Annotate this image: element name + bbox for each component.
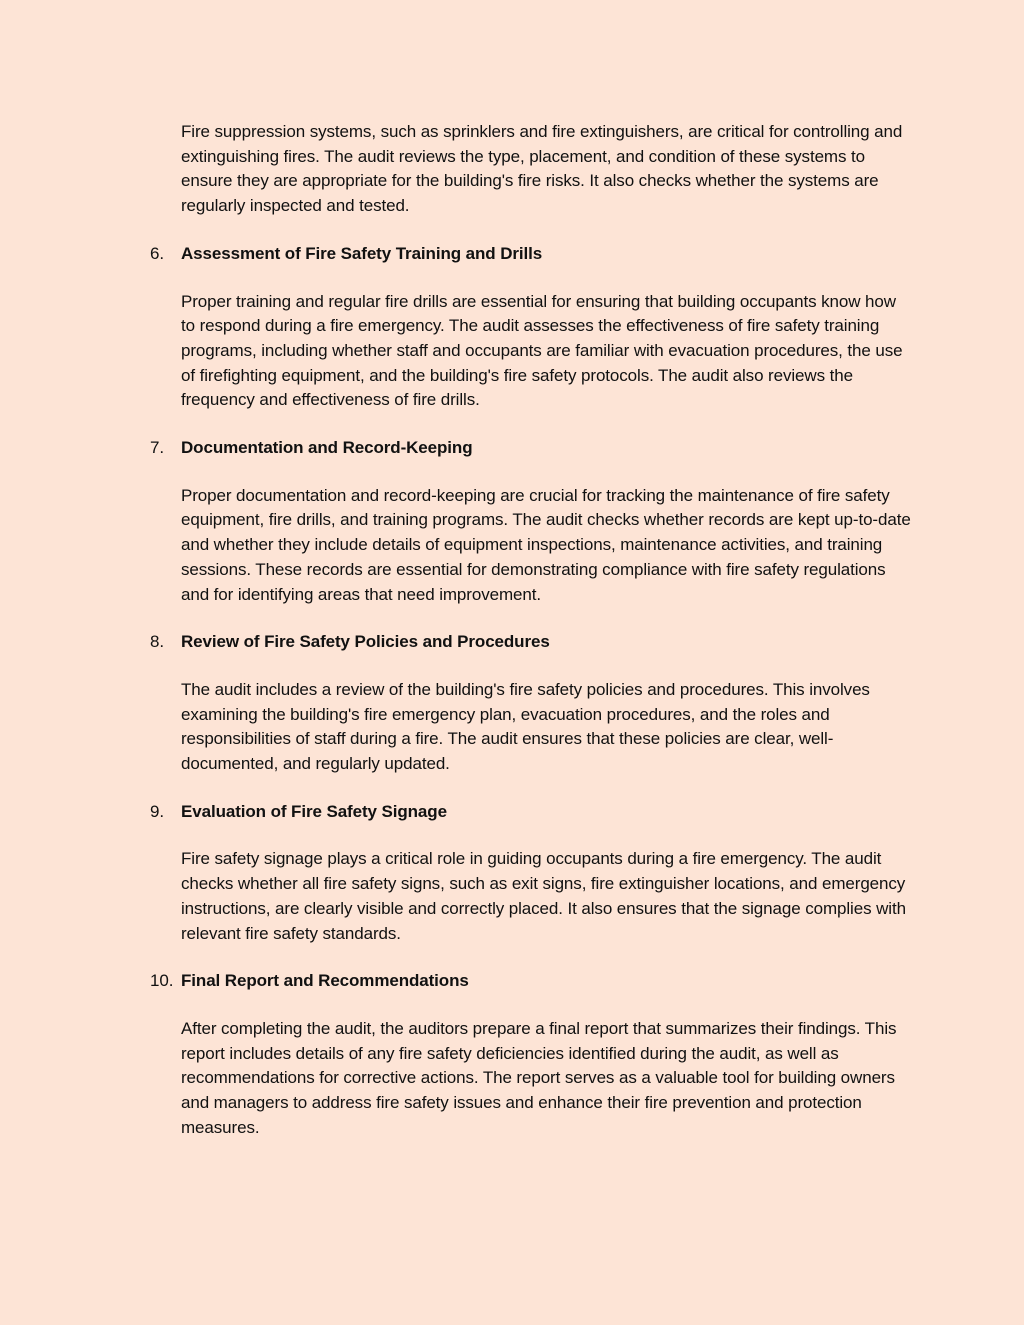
section-6 bbox=[150, 242, 911, 413]
section-number: 6. bbox=[150, 243, 164, 263]
section-number: 7. bbox=[150, 438, 164, 458]
document-content bbox=[150, 120, 911, 1141]
section-number: 9. bbox=[150, 801, 164, 821]
section-body: The audit includes a review of the building's fire safety policies and procedures. This involves examining the building's fire emergency plan, evacuation procedures, and the roles and responsibilities of staff during a fire. The audit ensures that these policies are clear, well-documented, and regularly updated. bbox=[181, 679, 870, 774]
section-7 bbox=[150, 436, 911, 607]
section-8 bbox=[150, 630, 911, 777]
section-body: Proper documentation and record-keeping are crucial for tracking the maintenance of fire safety equipment, fire drills, and training programs. The audit checks whether records are kept up-to-date and whether they include details of equipment inspections, maintenance activities, and training sessions. These records are essential for demonstrating compliance with fire safety regulations and for identifying areas that need improvement. bbox=[181, 485, 911, 604]
intro-paragraph: Fire suppression systems, such as sprinklers and fire extinguishers, are critical for controlling and extinguishing fires. The audit reviews the type, placement, and condition of these systems to ensure they are appropriate for the building's fire risks. It also checks whether the systems are regularly inspected and tested. bbox=[181, 122, 903, 216]
section-title: Final Report and Recommendations bbox=[181, 971, 469, 991]
section-title: Evaluation of Fire Safety Signage bbox=[181, 801, 447, 821]
section-body: After completing the audit, the auditors prepare a final report that summarizes their findings. This report includes details of any fire safety deficiencies identified during the audit, as well as recommendations for corrective actions. The report serves as a valuable tool for building owners and managers to address fire safety issues and enhance their fire prevention and protection measures. bbox=[181, 1018, 897, 1137]
section-heading bbox=[150, 800, 911, 825]
section-body: Proper training and regular fire drills are essential for ensuring that building occupants know how to respond during a fire emergency. The audit assesses the effectiveness of fire safety training programs, including whether staff and occupants are familiar with evacuation procedures, the use of firefighting equipment, and the building's fire safety protocols. The audit also reviews the frequency and effectiveness of fire drills. bbox=[181, 291, 903, 410]
section-title: Documentation and Record-Keeping bbox=[181, 438, 473, 458]
section-heading bbox=[150, 242, 911, 267]
section-9 bbox=[150, 800, 911, 947]
section-heading bbox=[150, 969, 911, 994]
section-heading bbox=[150, 436, 911, 461]
section-10 bbox=[150, 969, 911, 1140]
section-title: Assessment of Fire Safety Training and Drills bbox=[181, 243, 543, 263]
section-body: Fire safety signage plays a critical role in guiding occupants during a fire emergency. The audit checks whether all fire safety signs, such as exit signs, fire extinguisher locations, and emergency instructions, are clearly visible and correctly placed. It also ensures that the signage complies with relevant fire safety standards. bbox=[181, 849, 906, 943]
section-number: 8. bbox=[150, 632, 164, 652]
section-number: 10. bbox=[150, 971, 174, 991]
section-title: Review of Fire Safety Policies and Procedures bbox=[181, 632, 550, 652]
section-heading bbox=[150, 630, 911, 655]
